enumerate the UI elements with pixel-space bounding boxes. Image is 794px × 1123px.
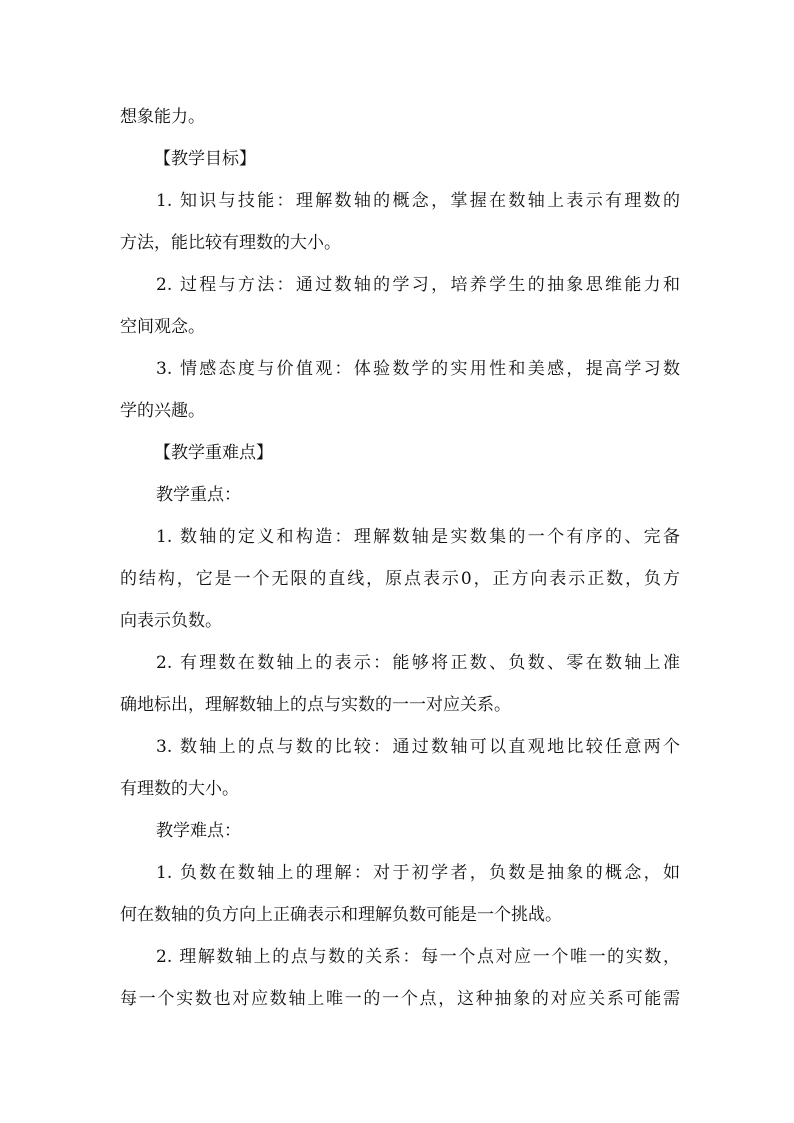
text-line: 2. 有理数在数轴上的表示：能够将正数、负数、零在数轴上准 <box>156 653 680 673</box>
document-body <box>120 96 680 1020</box>
text-line: 有理数的大小。 <box>120 779 239 799</box>
text-line: 2. 过程与方法：通过数轴的学习，培养学生的抽象思维能力和 <box>156 275 680 295</box>
text-line: 向表示负数。 <box>120 611 222 631</box>
text-line: 1. 数轴的定义和构造：理解数轴是实数集的一个有序的、完备 <box>156 527 680 547</box>
text-line: 空间观念。 <box>120 317 205 337</box>
text-line: 确地标出，理解数轴上的点与实数的一一对应关系。 <box>120 695 511 715</box>
text-line: 方法，能比较有理数的大小。 <box>120 233 341 253</box>
section-heading-teaching-goals: 【教学目标】 <box>154 149 256 169</box>
text-line: 何在数轴的负方向上正确表示和理解负数可能是一个挑战。 <box>120 905 562 925</box>
text-line: 的结构，它是一个无限的直线，原点表示0，正方向表示正数，负方 <box>120 569 680 589</box>
text-line: 2. 理解数轴上的点与数的关系：每一个点对应一个唯一的实数， <box>156 947 680 967</box>
text-line: 每一个实数也对应数轴上唯一的一个点，这种抽象的对应关系可能需 <box>120 989 680 1009</box>
text-line: 3. 数轴上的点与数的比较：通过数轴可以直观地比较任意两个 <box>156 737 680 757</box>
subheading-difficult-points: 教学难点： <box>156 821 241 841</box>
text-line: 1. 负数在数轴上的理解：对于初学者，负数是抽象的概念，如 <box>156 863 680 883</box>
subheading-key-points: 教学重点： <box>156 485 241 505</box>
text-line: 想象能力。 <box>120 107 205 127</box>
text-line: 学的兴趣。 <box>120 401 205 421</box>
text-line: 1. 知识与技能：理解数轴的概念，掌握在数轴上表示有理数的 <box>156 191 680 211</box>
text-line: 3. 情感态度与价值观：体验数学的实用性和美感，提高学习数 <box>156 359 680 379</box>
section-heading-key-difficult-points: 【教学重难点】 <box>154 443 273 463</box>
